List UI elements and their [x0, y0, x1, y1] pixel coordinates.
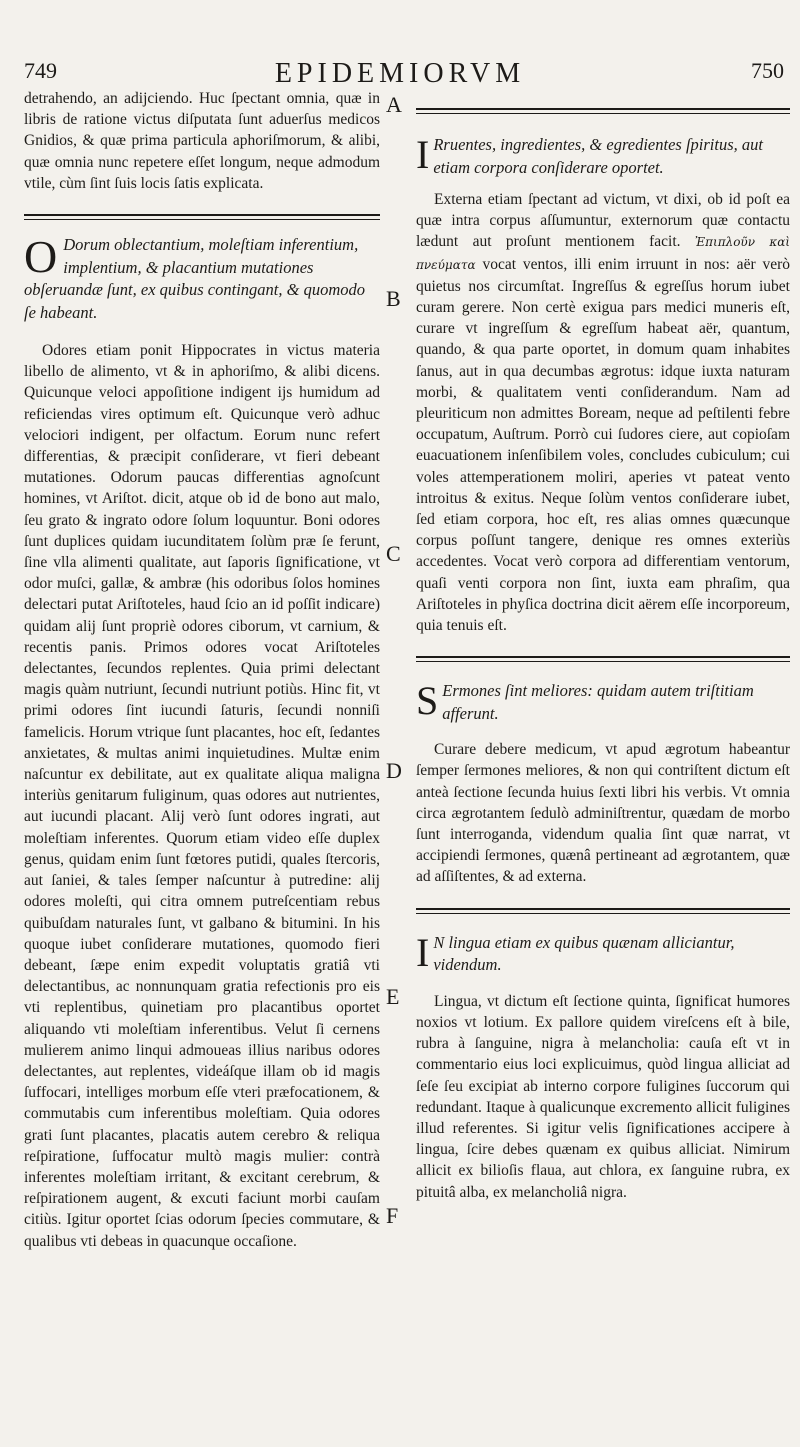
section-divider: [416, 108, 790, 110]
margin-marker-e: E: [386, 984, 400, 1009]
section-divider: [24, 214, 380, 216]
drop-cap: I: [416, 929, 430, 975]
body-paragraph-tongue: Lingua, vt dictum eſt ſectione quinta, ſignificat humores noxios vt lotium. Ex pallore quidem vireſcens eſt à bile, rubra à ſanguine, nigra à melancholia: cauſa eſt vt in commentario eius loci explicuimus, quòd lingua alliciat ad ſeſe ſeu excipiat ab interno corpore fuligines ſuccorum qui redundant. Itaque à qualicunque excremento allicit fuligines illud referentes. Si igitur velis ſignificationes accipere à lingua, ſcire debes quænam ex quibus alliciat. Nimirum allicit ex bilioſis flaua, aut chlora, ex ſanguine rubra, ex pituitâ alba, ex melancholiâ nigra.: [416, 992, 790, 1201]
margin-marker-c: C: [386, 541, 401, 566]
body-paragraph-speech: Curare debere medicum, vt apud ægrotum habeantur ſemper ſermones meliores, & non qui contriſtent dictum eſt anteà ſectione ſecunda huius ſexti libri his verbis. Vt omnia circa ægrotantem ſedulò adminiſtrentur, quædam de morbo ſunt interroganda, videndum qualia ſint quæ narrat, vt accipiendi ſermones, quænâ pertineant ad ægrotantem, quæ ad aſſiſtentes, & ad externa.: [416, 741, 790, 886]
page-header: [0, 58, 800, 92]
heading-text: Ermones ſint meliores: quidam autem triſtitiam afferunt.: [442, 681, 754, 723]
margin-marker-f: F: [386, 1203, 399, 1228]
drop-cap: O: [24, 231, 58, 283]
running-title: EPIDEMIORVM: [274, 58, 526, 89]
margin-marker-d: D: [386, 758, 402, 783]
heading-text: Dorum oblectantium, moleſtiam inferentium, implentium, & placantium mutationes obſeruandæ ſunt, ex quibus contingant, & quomodo ſe habeant.: [24, 235, 365, 322]
body-text: vocat ventos, illi enim irruunt in nos: aër verò quietus nos circumſtat. Ingreſſus & egreſſus horum iubet curam gerere. Non certè exigua pars medici muneris eſt, curare vt ingreſſum & egreſſum habeat aër, quantum, quando, & qua parte oportet, in domum quam inhabites ſanus, aut in qua decumbas ægrotus: idque iuxta naturam morbi, & qualitatem venti conſiderandum. Nam ad pleuriticum non admittes Boream, neque ad peſtilenti febre occupatum, Auſtrum. Porrò cui ſudores ciere, aut copioſam euacuationem inſenſibilem voles, concludes cubiculum; cui voles attemperationem moliri, aperies vt pateat vento introitus & exitus. Neque ſolùm ventos conſiderare iubet, ſed etiam corpora, hoc eſt, res alias omnes quæcunque corpus poſſunt tangere, denique res omnes exteriùs accedentes. Vocat verò corpora ad differentiam ventorum, quaſi venti corpora non ſint, iuxta eam phraſim, qua Ariſtoteles in phyſica doctrina dicit aërem eſſe incorporeum, quia tenuis eſt.: [416, 255, 791, 635]
section-heading-odors: [24, 231, 380, 324]
greek-term: Ἐπιπλοῦν καὶ πνεύματα: [416, 235, 791, 272]
heading-text: N lingua etiam ex quibus quænam alliciantur, videndum.: [433, 932, 735, 975]
body-paragraph-winds: [416, 189, 790, 636]
drop-cap: S: [416, 678, 439, 724]
right-page-number: 750: [751, 58, 784, 83]
intro-paragraph: detrahendo, an adijciendo. Huc ſpectant omnia, quæ in libris de ratione victus diſputata ſunt aduerſus medicos Gnidios, & quæ prima particula aphoriſmorum, & alibi, quæ omnia nunc repetere eſſet longum, neque admodum vtile, cùm ſint ſuis locis ſatis explicata.: [24, 90, 380, 192]
section-heading-tongue: [416, 929, 790, 977]
section-heading-winds: [416, 134, 790, 179]
margin-marker-b: B: [386, 286, 401, 311]
left-column: [24, 88, 380, 1252]
section-heading-speech: [416, 680, 790, 725]
body-text: Externa etiam ſpectant ad victum, vt dixi, ob id poſt ea quæ intra corpus aſſumuntur, externorum quæ contactu lædunt aut proſunt mentionem facit.: [416, 191, 790, 251]
right-column: [416, 94, 790, 1203]
margin-marker-a: A: [386, 92, 402, 117]
section-divider: [416, 908, 790, 910]
body-paragraph-odors: Odores etiam ponit Hippocrates in victus materia libello de alimento, vt & in aphoriſmo, & alibi dicens. Quicunque veloci appoſitione indigent ijs humidum ad reficiendas vires optimum eſt. Quicunque verò adhuc velociori indigent, per olfactum. Eorum nunc refert differentias, & præcipit conſiderare, vt fieri debeant mutationes. Odorum paucas differentias agnoſcunt homines, vt Ariſtot. dicit, atque ob id de bono aut malo, ſeu grato & ingrato odore ſolum loquuntur. Boni odores ſunt duplices quidam iucunditatem ſolùm præ ſe ferunt, ſine vlla alimenti qualitate, aut ſaporis ſignificatione, vt odor muſci, gallæ, & ambræ (his odoribus ſolos homines delectari putat Ariſtoteles, haud ſcio an id poſſit indicare) quidam alij ſunt propriè odores ciborum, vt carnium, & recentis panis. Primos odores vocat Ariſtoteles delectantes, ſecundos replentes. Quia primi delectant magis quàm nutriunt, ſecundi nutriunt potiùs. Hinc fit, vt primi odores ſint iucundi ſaturis, ſecundi nonniſi famelicis. Horum vtrique ſunt placantes, hoc eſt, ſedantes anxietates, & multas animi inquietudines. Multæ enim naſcuntur ex debilitate, aut ex qualitate aliqua maligna interiùs genitarum fuliginum, quas odores aut nutrientes, aut iucundi placant. Alij verò ſunt odores ingrati, aut moleſtiam inferentes. Quorum etiam video eſſe duplex genus, quidam enim ſunt fœtores putidi, quales ſtercoris, aut ſaniei, & tales ſemper naſcuntur à putredine: alij odores moleſti, qui citra omnem putreſcentiam rebus quibuſdam naturales ſunt, vt galbano & bitumini. In his quoque iubet conſiderare mutationes, quomodo fieri debeant, ſæpe enim expedit voluptatis gratiâ vti delectantibus, ac nonnunquam gratia refectionis pro eis vti replentibus, quinetiam pro placantibus oportet aliquando vti moleſtiam inferentibus. Velut ſi cernens mulierem animo linqui admoueas illius naribus odores delectantes, aut replentes, videáſque illam ob id magis ſuffocari, intelliges morbum eſſe vteri præfocationem, & commutabis cum inferentibus moleſtiam. Quia odores grati ſunt placantes, placatis autem cerebro & reliqua reſpiratione, ſuffocatur multò magis mulier: contrà inferentes moleſtiam irritant, & excitant cerebrum, & reſpirationem augent, & excuti faciunt morbi cauſam citiùs. Igitur oportet ſcias odorum ſpecies commutare, & qualibus vti debeas in quacunque occaſione.: [24, 342, 380, 1250]
drop-cap: I: [416, 132, 430, 177]
left-page-number: 749: [24, 58, 57, 83]
heading-text: Rruentes, ingredientes, & egredientes ſpiritus, aut etiam corpora conſiderare oportet.: [433, 135, 763, 177]
section-divider: [416, 656, 790, 658]
